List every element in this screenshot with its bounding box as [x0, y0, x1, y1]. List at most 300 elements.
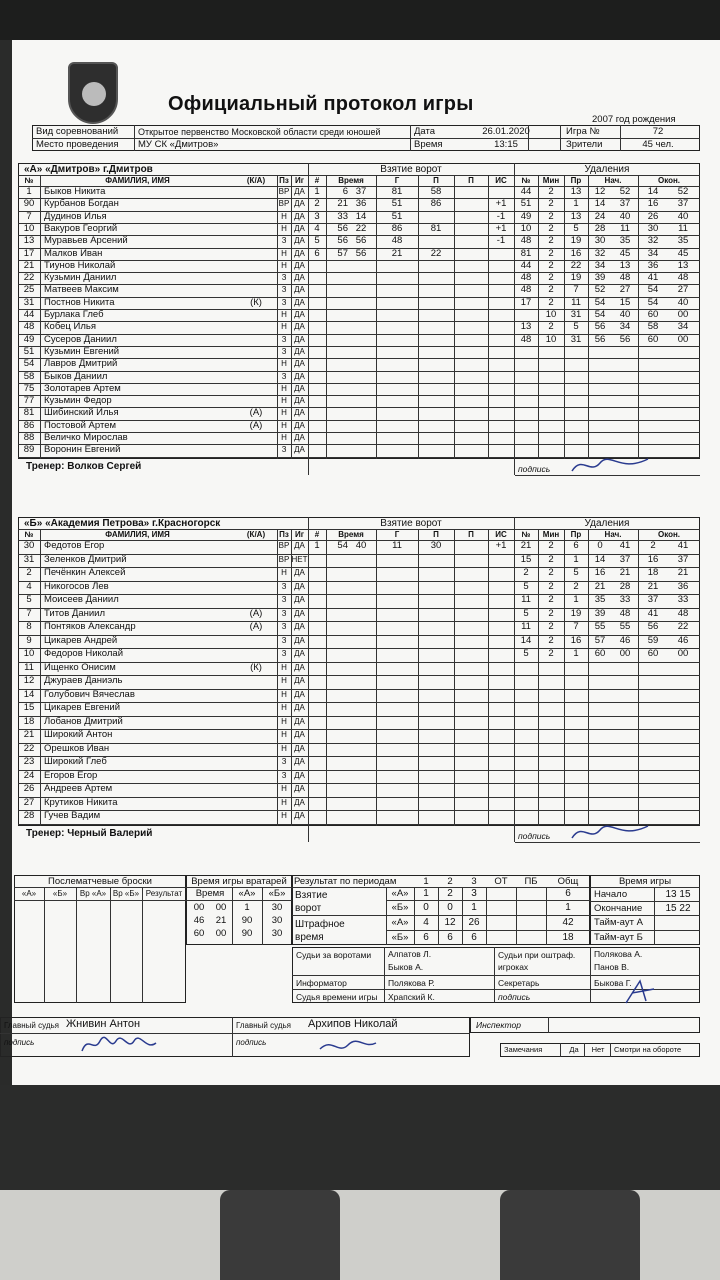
team-a-goal-minute: 33	[337, 210, 348, 222]
team-b-goal-situation: +1	[495, 540, 507, 551]
team-b-player-name: Никогосов Лев	[44, 580, 109, 592]
team-a-pen-player: 44	[520, 259, 532, 271]
period-title: Результат по периодам	[294, 876, 397, 887]
grid-line	[308, 459, 309, 475]
team-a-pen-end-sec: 37	[677, 198, 689, 210]
team-b-pen-reason: 19	[570, 607, 582, 619]
team-b-pen-start-sec: 37	[619, 553, 631, 565]
team-a-col-header: ИС	[495, 176, 507, 185]
officials-sign-label: подпись	[498, 992, 531, 1002]
team-b-col-header: Окон.	[657, 530, 681, 539]
team-a-pen-end-min: 26	[647, 210, 659, 222]
team-a-pen-end-min: 32	[647, 235, 659, 247]
team-b-player-position: З	[281, 622, 287, 631]
team-b-player-number: 23	[23, 756, 35, 767]
team-a-player-number: 7	[26, 210, 32, 222]
team-a-pen-reason: 31	[570, 309, 582, 320]
team-b-pen-player: 14	[520, 634, 532, 646]
team-a-pen-start-min: 34	[594, 259, 606, 271]
gk-minute: 46	[193, 915, 205, 926]
team-b-player-plays: ДА	[294, 649, 305, 658]
team-b-player-position: ВР	[278, 541, 290, 550]
team-b-pen-player: 11	[521, 594, 531, 605]
team-b-player-position: Н	[281, 568, 287, 577]
team-a-pen-end-sec: 00	[677, 333, 689, 345]
team-b-col-header: Мин	[542, 530, 560, 539]
grid-line	[376, 529, 377, 826]
team-a-sign-label: подпись	[518, 463, 551, 474]
goals-b-value: 0	[423, 902, 429, 913]
game-no-label: Игра №	[566, 126, 600, 137]
team-b-goal-minute: 54	[337, 540, 348, 551]
team-a-player-position: Н	[281, 248, 287, 258]
shootout-col: Вр «А»	[79, 889, 107, 898]
goals-b-value: 1	[471, 902, 477, 913]
team-b-pen-end-min: 59	[647, 634, 659, 646]
gk-minute: 00	[193, 902, 205, 913]
team-b-pen-start-min: 0	[597, 540, 603, 551]
team-a-pen-end-sec: 27	[677, 284, 689, 296]
team-a-pen-start-sec: 11	[620, 222, 630, 234]
gk-a: 1	[244, 902, 250, 913]
team-a-pen-end-sec: 34	[677, 321, 689, 333]
team-a-pen-end-min: 16	[647, 198, 659, 210]
team-a-player-name: Золотарев Артем	[44, 382, 121, 394]
team-a-pen-minutes: 10	[545, 309, 557, 320]
team-b-pen-reason: 7	[573, 621, 579, 632]
team-a-goals-title: Взятие ворот	[380, 164, 442, 175]
team-b-player-number: 21	[23, 729, 35, 740]
referee-1-signature	[80, 1033, 160, 1060]
team-b-player-name: Широкий Антон	[44, 729, 113, 740]
team-a-player-position: З	[281, 371, 287, 381]
team-a-pen-end-sec: 40	[677, 296, 689, 308]
gk-second: 00	[215, 902, 227, 913]
team-a-col-header: №	[521, 176, 531, 185]
secretary-value: Быкова Г.	[594, 978, 632, 988]
team-a-pen-end-sec: 48	[677, 272, 689, 284]
team-b-player-name: Титов Даниил	[44, 607, 106, 619]
team-b-pen-start-sec: 55	[619, 621, 631, 632]
team-b-pen-reason: 1	[573, 553, 579, 565]
goals-b-label: «Б»	[391, 902, 409, 913]
team-a-goal-scorer: 86	[391, 222, 403, 234]
team-a-player-position: З	[281, 445, 287, 455]
team-b-player-number: 2	[26, 567, 32, 578]
team-b-player-plays: ДА	[294, 743, 305, 753]
team-a-pen-start-min: 54	[594, 309, 606, 320]
start-value: 13 15	[665, 889, 691, 900]
team-a-player-name: Вакуров Георгий	[44, 222, 118, 234]
team-a-player-position: ВР	[278, 187, 290, 196]
team-a-player-plays: ДА	[294, 408, 305, 418]
spectators-value: 45 чел.	[642, 139, 674, 150]
team-a-pen-reason: 22	[570, 259, 582, 271]
period-col: ПБ	[524, 876, 538, 887]
team-b-pen-end-sec: 37	[677, 553, 689, 565]
period-col: 2	[447, 876, 453, 887]
team-b-player-plays: ДА	[294, 797, 305, 807]
grid-line	[232, 1017, 233, 1057]
team-a-col-header: #	[314, 176, 320, 185]
team-b-col-header: №	[24, 530, 34, 539]
team-b-pen-reason: 1	[573, 594, 579, 605]
team-b-player-number: 7	[26, 607, 32, 619]
referee-2-name: Архипов Николай	[308, 1018, 398, 1030]
team-a-pen-end-min: 36	[647, 259, 659, 271]
team-a-goal-second: 37	[355, 186, 367, 197]
gk-time-title: Время игры вратарей	[191, 876, 287, 887]
pim-a-value: 26	[468, 917, 480, 928]
team-a-player-position: З	[281, 297, 287, 307]
team-a-pen-reason: 11	[571, 296, 581, 308]
referee-2-label: Главный судья	[236, 1021, 292, 1030]
team-a-pen-minutes: 2	[548, 235, 554, 247]
team-b-pen-start-min: 16	[594, 567, 606, 578]
team-a-pen-start-min: 12	[594, 186, 606, 197]
team-a-pen-start-sec: 45	[619, 247, 631, 259]
team-a-goal-minute: 6	[342, 186, 348, 197]
team-b-pen-minutes: 2	[548, 567, 554, 578]
team-b-player-plays: ДА	[294, 811, 305, 820]
grid-line	[548, 1017, 549, 1033]
timeout-b-label: Тайм-аут Б	[594, 932, 643, 943]
team-a-player-plays: ДА	[294, 297, 305, 307]
team-a-pen-end-sec: 52	[677, 186, 689, 197]
shootout-col: «Б»	[52, 889, 68, 898]
timekeeper-value: Храпский К.	[388, 992, 435, 1002]
team-a-pen-end-min: 58	[647, 321, 659, 333]
team-b-player-name: Голубович Вячеслав	[44, 688, 135, 700]
grid-line	[516, 887, 517, 945]
team-a-pen-minutes: 2	[548, 210, 554, 222]
grid-line	[76, 887, 77, 1003]
team-b-player-number: 30	[23, 540, 35, 551]
team-a-goal-situation: +1	[495, 222, 507, 234]
end-label: Окончание	[594, 903, 643, 914]
grid-line	[40, 175, 41, 459]
grid-line	[486, 887, 487, 945]
team-a-penalties-title: Удаления	[584, 164, 630, 175]
team-b-goal-index: 1	[314, 540, 320, 551]
team-a-col-header: Мин	[542, 176, 560, 185]
team-a-pen-minutes: 2	[548, 321, 554, 333]
team-a-player-number: 88	[23, 432, 35, 443]
team-a-player-name: Воронин Евгений	[44, 444, 121, 456]
team-a-player-name: Кузьмин Федор	[44, 395, 112, 407]
team-a-pen-start-sec: 48	[619, 272, 631, 284]
team-a-player-name: Матвеев Максим	[44, 284, 119, 296]
spectators-label: Зрители	[566, 139, 603, 150]
referee-1-label: Главный судья	[4, 1021, 60, 1030]
team-a-player-name: Курбанов Богдан	[44, 198, 119, 210]
grid-line	[142, 887, 143, 1003]
team-a-pen-reason: 19	[570, 235, 582, 247]
secretary-label: Секретарь	[498, 978, 540, 988]
team-b-pen-minutes: 2	[548, 580, 554, 592]
team-b-col-header: #	[314, 530, 320, 539]
team-b-pen-start-sec: 46	[619, 634, 631, 646]
team-a-player-name: Кузьмин Даниил	[44, 272, 117, 284]
team-b-player-plays: ДА	[294, 541, 305, 550]
end-value: 15 22	[665, 903, 691, 914]
grid-line	[454, 175, 455, 459]
grid-line	[308, 517, 309, 826]
pim-b-value: 6	[447, 932, 453, 943]
team-a-pen-player: 81	[520, 247, 532, 259]
goals-b-value: 0	[447, 902, 453, 913]
team-b-col-header: ФАМИЛИЯ, ИМЯ	[105, 530, 170, 539]
team-a-player-position: ВР	[278, 199, 290, 209]
team-a-player-plays: ДА	[294, 445, 305, 455]
team-a-pen-player: 48	[520, 284, 532, 296]
team-a-player-plays: ДА	[294, 187, 305, 196]
team-b-player-position: Н	[281, 784, 287, 793]
date-value: 26.01.2020	[482, 126, 530, 137]
grid-line	[590, 930, 700, 931]
grid-line	[308, 826, 309, 842]
shoe-left	[220, 1190, 340, 1280]
team-a-player-position: З	[281, 285, 287, 295]
team-a-player-name: Дудинов Илья	[44, 210, 107, 222]
team-a-pen-minutes: 10	[545, 333, 557, 345]
goal-judges-label: Судьи за воротами	[296, 950, 372, 960]
team-b-pen-start-min: 14	[594, 553, 606, 565]
team-b-goal-scorer: 11	[392, 540, 402, 551]
team-b-player-number: 10	[23, 648, 35, 659]
grid-line	[610, 1043, 611, 1057]
team-a-player-position: З	[281, 236, 287, 246]
team-b-player-name: Лобанов Дмитрий	[44, 715, 123, 727]
team-a-goal-assist1: 81	[430, 222, 442, 234]
team-b-player-name: Андреев Артем	[44, 783, 113, 794]
goals-by-period-label: Взятие ворот	[295, 890, 328, 914]
team-a-player-name: Бурлака Глеб	[44, 309, 104, 320]
remarks-yes: Да	[569, 1045, 579, 1054]
team-b-player-number: 12	[23, 675, 35, 686]
team-a-player-role: (К)	[250, 296, 262, 308]
team-a-col-header: Нач.	[604, 176, 622, 185]
gk-a: 90	[241, 928, 253, 939]
team-b-pen-reason: 16	[570, 634, 582, 646]
team-b-player-plays: ДА	[294, 568, 305, 577]
grid-line	[134, 125, 135, 151]
team-a-goal-second: 56	[355, 235, 367, 247]
team-a-pen-minutes: 2	[548, 222, 554, 234]
team-a-player-number: 48	[23, 321, 35, 333]
team-a-player-number: 81	[23, 407, 35, 419]
team-a-player-position: З	[281, 334, 287, 344]
team-a-col-header: Иг	[294, 176, 305, 185]
team-a-pen-start-min: 30	[594, 235, 606, 247]
penalty-judge-1: Полякова А.	[594, 949, 643, 959]
team-b-pen-player: 11	[521, 621, 531, 632]
team-a-col-header: Пз	[279, 176, 289, 185]
team-b-player-name: Ищенко Онисим	[44, 661, 116, 673]
team-b-player-position: З	[281, 757, 287, 766]
team-a-pen-end-sec: 13	[677, 259, 689, 271]
pim-b-value: 6	[471, 932, 477, 943]
team-b-player-number: 4	[26, 580, 32, 592]
team-a-goal-scorer: 51	[391, 198, 403, 210]
team-a-goal-index: 4	[314, 222, 320, 234]
team-a-pen-reason: 7	[573, 284, 579, 296]
team-b-col-header: Время	[338, 530, 364, 539]
team-b-team-name: «Б» «Академия Петрова» г.Красногорск	[24, 518, 221, 529]
team-b-player-name: Егоров Егор	[44, 769, 98, 781]
team-a-pen-end-min: 60	[647, 309, 659, 320]
team-a-col-header: Г	[394, 176, 400, 185]
team-a-goal-minute: 57	[337, 247, 348, 259]
team-b-player-position: Н	[281, 730, 287, 739]
team-b-player-plays: ДА	[294, 595, 305, 604]
grid-line	[0, 1033, 470, 1034]
team-a-pen-end-sec: 00	[677, 309, 689, 320]
shootout-col: Результат	[145, 889, 183, 898]
team-b-pen-start-sec: 33	[619, 594, 631, 605]
team-b-col-header: ИС	[495, 530, 507, 539]
team-a-player-number: 44	[23, 309, 35, 320]
grid-line	[110, 887, 111, 1003]
team-b-pen-end-min: 18	[647, 567, 659, 578]
team-b-player-plays: ДА	[294, 662, 305, 672]
team-a-player-number: 10	[23, 222, 35, 234]
team-a-goal-minute: 56	[337, 235, 348, 247]
team-a-player-name: Сусеров Даниил	[44, 333, 117, 345]
team-b-pen-reason: 6	[573, 540, 579, 551]
team-a-col-header: ФАМИЛИЯ, ИМЯ	[105, 176, 170, 185]
pim-b-value: 6	[423, 932, 429, 943]
time-label: Время	[414, 139, 443, 150]
team-a-player-plays: ДА	[294, 199, 305, 209]
team-a-goal-scorer: 51	[391, 210, 403, 222]
grid-line	[292, 915, 590, 916]
team-b-pen-player: 5	[523, 648, 529, 659]
team-a-player-plays: ДА	[294, 420, 305, 430]
team-b-penalties-title: Удаления	[584, 518, 630, 529]
pim-a-value: 12	[444, 917, 456, 928]
team-a-pen-end-sec: 40	[677, 210, 689, 222]
gk-second: 00	[215, 928, 227, 939]
team-a-pen-minutes: 2	[548, 296, 554, 308]
grid-line	[590, 887, 700, 888]
grid-line	[590, 901, 700, 902]
team-a-pen-player: 48	[520, 333, 532, 345]
grid-line	[514, 826, 515, 842]
team-b-pen-player: 2	[523, 567, 529, 578]
team-a-col-header: П	[468, 176, 474, 185]
team-a-col-header: П	[433, 176, 439, 185]
team-b-pen-minutes: 2	[548, 634, 554, 646]
team-a-goal-situation: -1	[496, 210, 506, 222]
grid-line	[386, 900, 590, 901]
team-b-goal-assist1: 30	[430, 540, 442, 551]
grid-line	[186, 900, 292, 901]
timekeeper-label: Судья времени игры	[296, 992, 378, 1002]
team-a-pen-reason: 5	[573, 321, 579, 333]
team-a-goal-index: 2	[314, 198, 320, 210]
team-b-col-header: Иг	[294, 530, 305, 539]
team-a-player-name: Шибинский Илья	[44, 407, 119, 419]
grid-line	[14, 900, 186, 901]
team-a-pen-end-min: 14	[647, 186, 659, 197]
team-b-col-header: П	[468, 530, 474, 539]
team-b-player-name: Крутиков Никита	[44, 796, 118, 808]
team-a-player-name: Тиунов Николай	[44, 259, 116, 271]
team-a-player-number: 90	[23, 198, 35, 210]
team-b-player-number: 24	[23, 769, 35, 781]
team-b-pen-player: 5	[523, 607, 529, 619]
team-b-player-name: Цикарев Андрей	[44, 634, 118, 646]
team-b-pen-start-sec: 41	[619, 540, 631, 551]
grid-line	[620, 125, 621, 151]
team-a-pen-player: 13	[520, 321, 532, 333]
team-b-player-role: (А)	[249, 607, 263, 619]
signature-icon	[570, 820, 650, 844]
team-a-pen-start-min: 54	[594, 296, 606, 308]
team-a-player-plays: ДА	[294, 310, 305, 319]
grid-line	[410, 125, 411, 151]
grid-line	[560, 1043, 561, 1057]
pim-a-value: 42	[562, 917, 574, 928]
team-a-pen-reason: 31	[570, 333, 582, 345]
grid-line	[454, 529, 455, 826]
team-a-player-name: Быков Никита	[44, 186, 106, 197]
team-b-player-name: Федотов Егор	[44, 540, 105, 551]
team-b-col-header: Пз	[279, 530, 289, 539]
team-b-pen-minutes: 2	[548, 607, 554, 619]
team-b-player-plays: НЕТ	[291, 554, 308, 564]
referee-2-sign-label: подпись	[236, 1038, 267, 1047]
team-b-col-header: Пр	[570, 530, 582, 539]
team-b-player-name: Джураев Даниэль	[44, 675, 123, 686]
team-b-pen-end-sec: 48	[677, 607, 689, 619]
team-b-player-position: Н	[281, 662, 287, 672]
team-b-player-name: Печёнкин Алексей	[44, 567, 126, 578]
goals-b-value: 1	[565, 902, 571, 913]
pim-a-value: 4	[423, 917, 429, 928]
team-b-coach-signature	[570, 820, 650, 849]
team-b-pen-start-sec: 48	[619, 607, 631, 619]
team-a-pen-end-min: 60	[647, 333, 659, 345]
team-a-pen-player: 48	[520, 235, 532, 247]
team-b-player-position: З	[281, 770, 287, 780]
team-a-pen-end-sec: 45	[677, 247, 689, 259]
team-b-col-header: П	[433, 530, 439, 539]
team-a-player-name: Быков Даниил	[44, 370, 108, 382]
grid-line	[560, 125, 561, 151]
team-b-player-plays: ДА	[294, 757, 305, 766]
team-b-pen-start-min: 55	[594, 621, 606, 632]
inspector-label: Инспектор	[476, 1020, 521, 1030]
team-b-pen-player: 15	[520, 553, 532, 565]
team-a-goal-second: 56	[355, 247, 367, 259]
team-a-player-plays: ДА	[294, 236, 305, 246]
team-b-pen-start-min: 57	[594, 634, 606, 646]
team-b-player-plays: ДА	[294, 784, 305, 793]
team-b-player-plays: ДА	[294, 703, 305, 712]
pim-b-value: 18	[562, 932, 574, 943]
team-a-player-name: Лавров Дмитрий	[44, 358, 118, 370]
team-b-player-name: Понтяков Александр	[44, 621, 136, 632]
team-a-pen-end-min: 41	[647, 272, 659, 284]
team-a-pen-end-sec: 11	[678, 222, 688, 234]
team-b-player-number: 14	[23, 688, 35, 700]
team-a-player-number: 58	[23, 370, 35, 382]
team-b-player-number: 26	[23, 783, 35, 794]
team-a-pen-reason: 13	[570, 210, 582, 222]
timeout-a-label: Тайм-аут А	[594, 917, 643, 928]
